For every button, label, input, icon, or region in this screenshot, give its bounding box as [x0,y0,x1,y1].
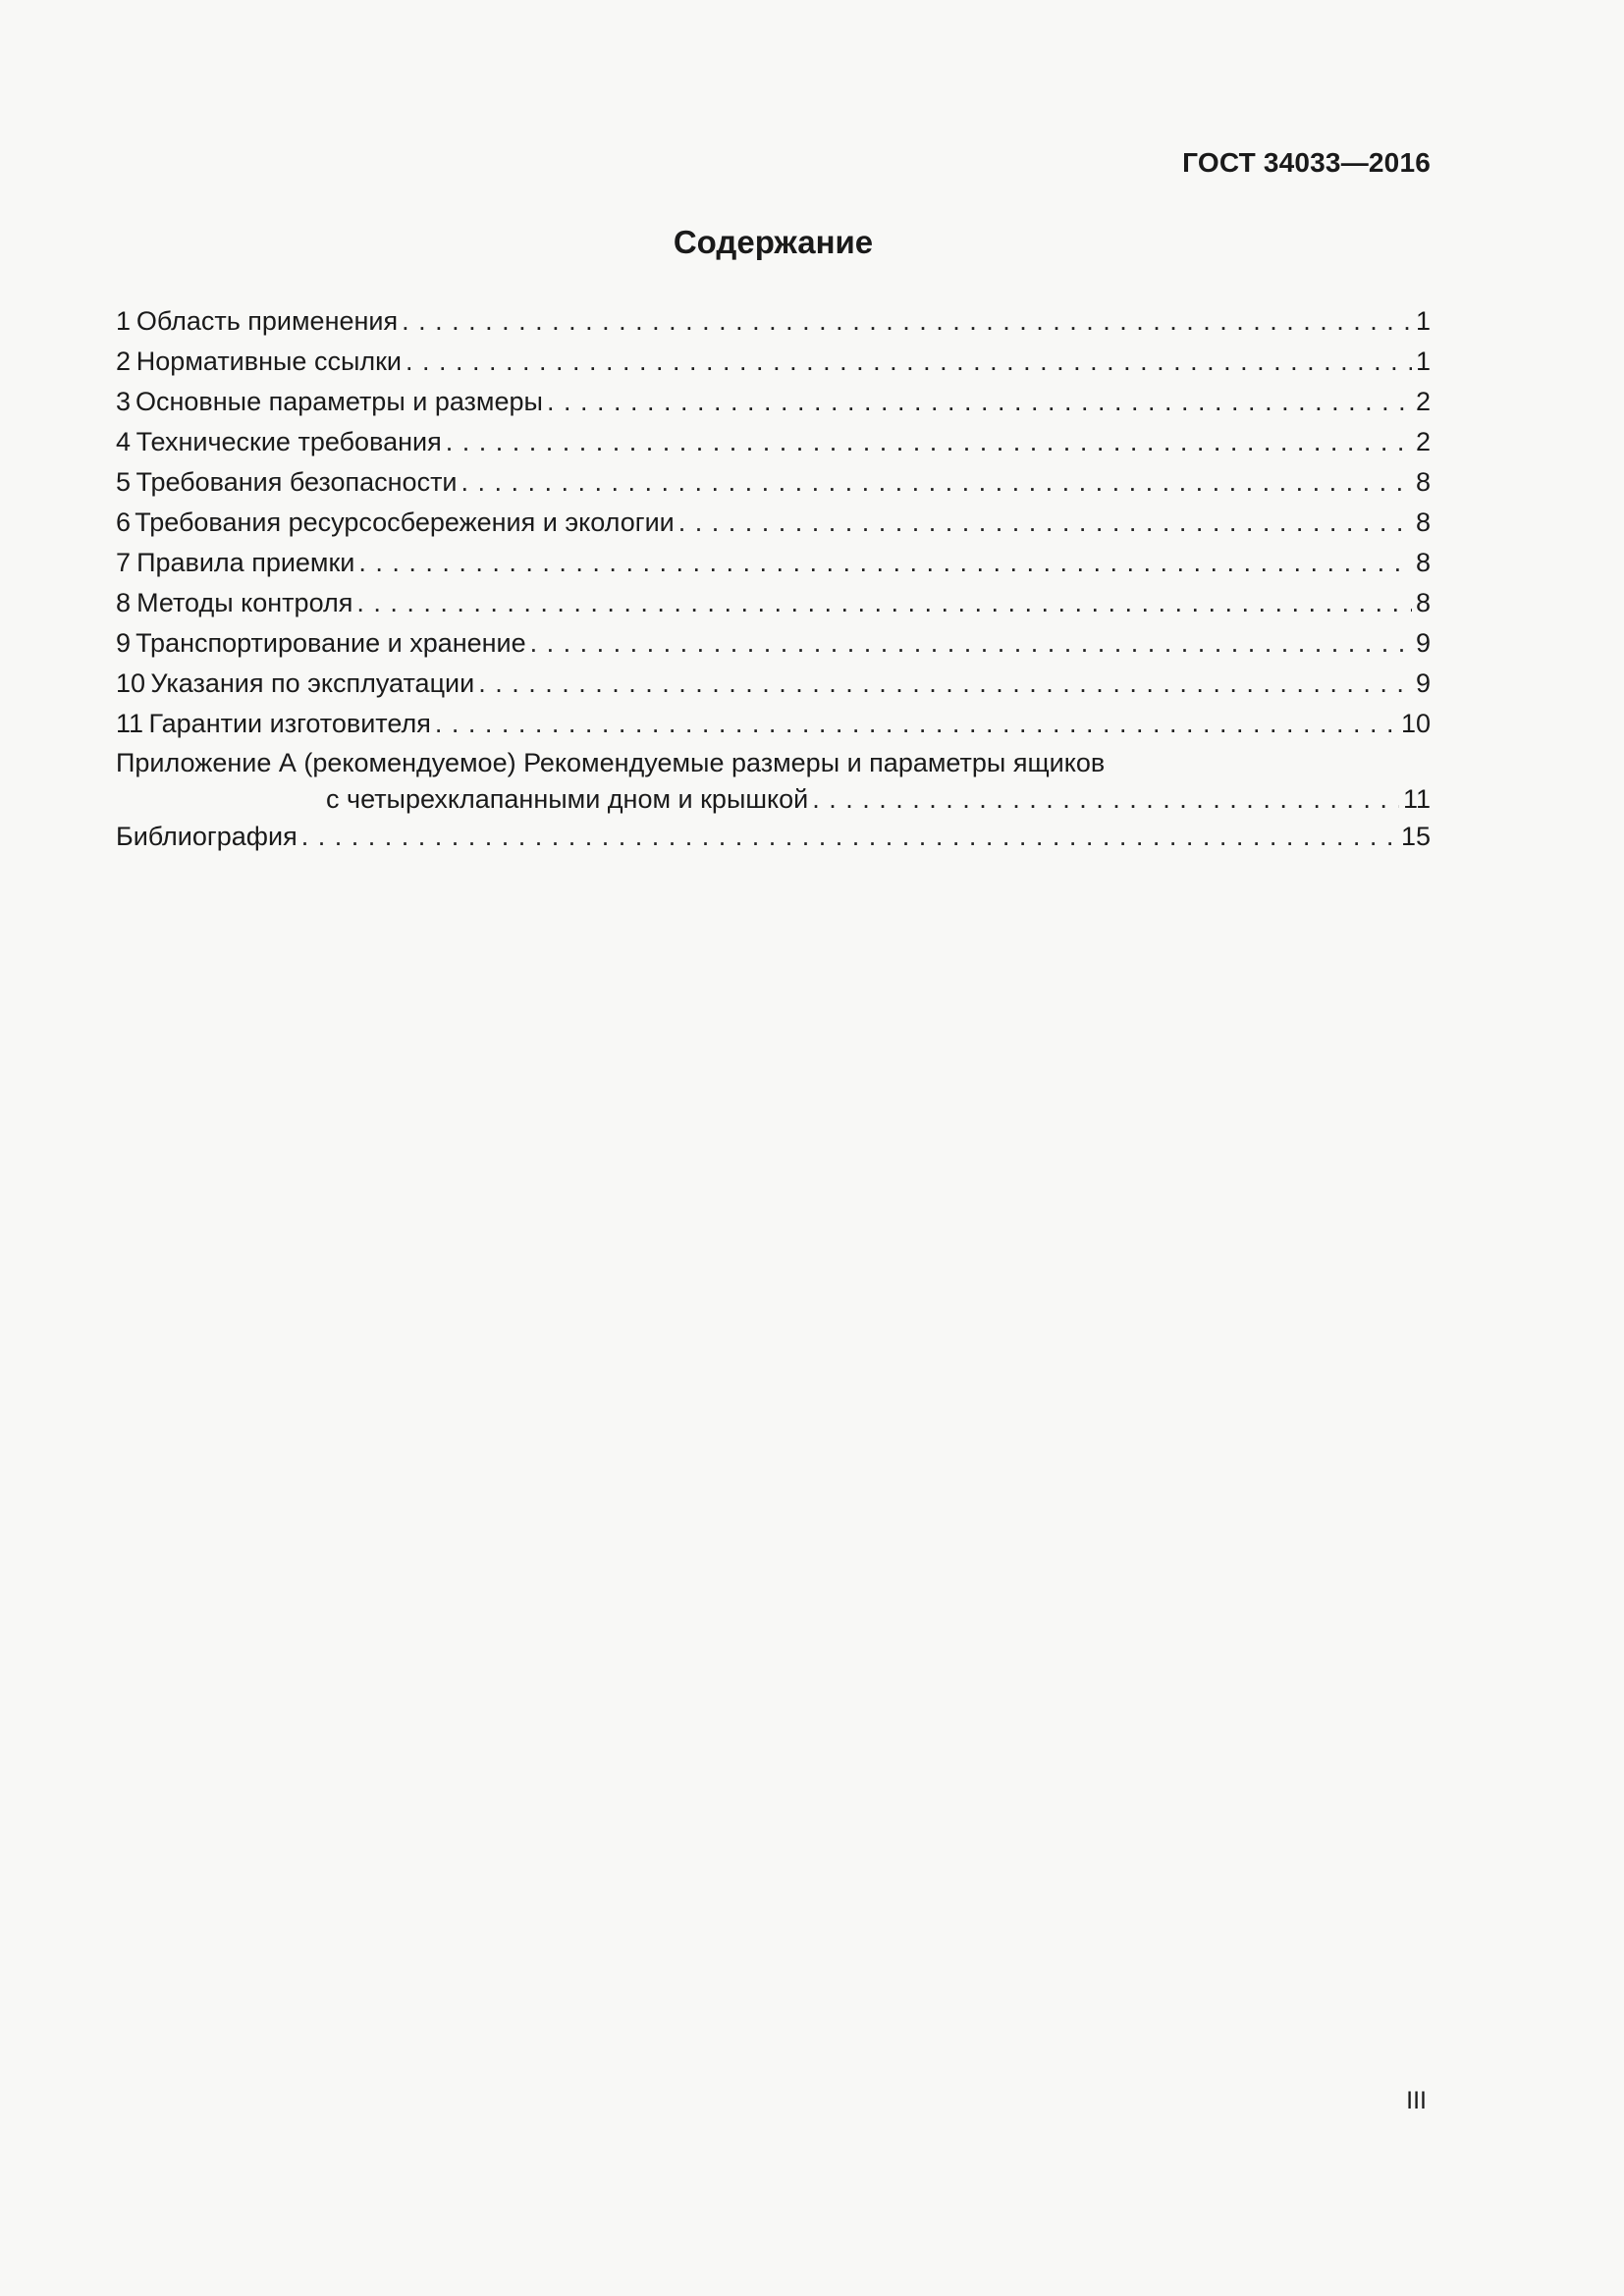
toc-item-page: 15 [1400,822,1431,851]
toc-item[interactable] [116,664,1431,704]
toc-item-page: 8 [1415,588,1431,617]
dot-leader [461,462,1412,503]
toc-item-label: Гарантии изготовителя [148,709,431,738]
dot-leader [435,704,1397,744]
toc-item-number: 10 [116,668,146,698]
toc-item-number: 4 [116,427,132,456]
toc-item-number: 5 [116,467,132,497]
toc-item-page: 1 [1415,347,1431,376]
toc-item-label: Основные параметры и размеры [135,387,543,416]
toc-bibliography[interactable] [116,817,1431,857]
toc-item-label: Библиография [116,822,298,851]
dot-leader [358,543,1412,583]
toc-item-page: 8 [1415,548,1431,577]
dot-leader [402,301,1412,342]
toc-item[interactable] [116,422,1431,462]
toc-item-page: 11 [1402,784,1431,814]
dot-leader [301,817,1397,857]
toc-item-number: 3 [116,387,132,416]
page-number: III [1406,2087,1427,2114]
toc-item-label: Технические требования [135,427,442,456]
toc-item-number: 6 [116,507,132,537]
toc-title: Содержание [673,224,874,260]
toc-item[interactable] [116,342,1431,382]
toc-item[interactable] [116,623,1431,664]
dot-leader [356,583,1412,623]
dot-leader [406,342,1412,382]
toc-item-number: 9 [116,628,132,658]
toc-item-page: 8 [1415,467,1431,497]
toc-item-label: Нормативные ссылки [135,347,402,376]
table-of-contents [116,301,1431,857]
toc-item-page: 2 [1415,427,1431,456]
toc-item-page: 9 [1415,668,1431,698]
dot-leader [812,781,1399,817]
appendix-continuation-row [116,781,1431,817]
toc-item-page: 8 [1415,507,1431,537]
toc-item-label: Требования ресурсосбережения и экологии [135,507,675,537]
toc-item-number: 7 [116,548,132,577]
toc-item-number: 11 [116,709,144,738]
toc-item-page: 9 [1415,628,1431,658]
toc-item-page: 1 [1415,306,1431,336]
toc-item-page: 2 [1415,387,1431,416]
toc-item-label: Область применения [135,306,399,336]
dot-leader [530,623,1412,664]
toc-item[interactable] [116,704,1431,744]
dot-leader [446,422,1412,462]
toc-item[interactable] [116,382,1431,422]
toc-item[interactable] [116,301,1431,342]
toc-item[interactable] [116,462,1431,503]
toc-item-page: 10 [1400,709,1431,738]
toc-appendix[interactable] [116,745,1431,817]
toc-item[interactable] [116,583,1431,623]
toc-item-label: Правила приемки [136,548,355,577]
toc-item-number: 2 [116,347,132,376]
toc-item[interactable] [116,503,1431,543]
appendix-title-line: Приложение А (рекомендуемое) Рекомендуемые размеры и параметры ящиков [116,748,1106,777]
toc-item-label: Методы контроля [136,588,353,617]
dot-leader [547,382,1412,422]
toc-item-number: 1 [116,306,132,336]
dot-leader [678,503,1412,543]
toc-item-number: 8 [116,588,132,617]
toc-item[interactable] [116,543,1431,583]
document-code: ГОСТ 34033—2016 [1182,147,1431,178]
dot-leader [478,664,1412,704]
toc-item-label: Транспортирование и хранение [135,628,526,658]
toc-item-label: Указания по эксплуатации [150,668,475,698]
appendix-title-continuation: с четырехклапанными дном и крышкой [326,784,809,814]
toc-item-label: Требования безопасности [135,467,458,497]
